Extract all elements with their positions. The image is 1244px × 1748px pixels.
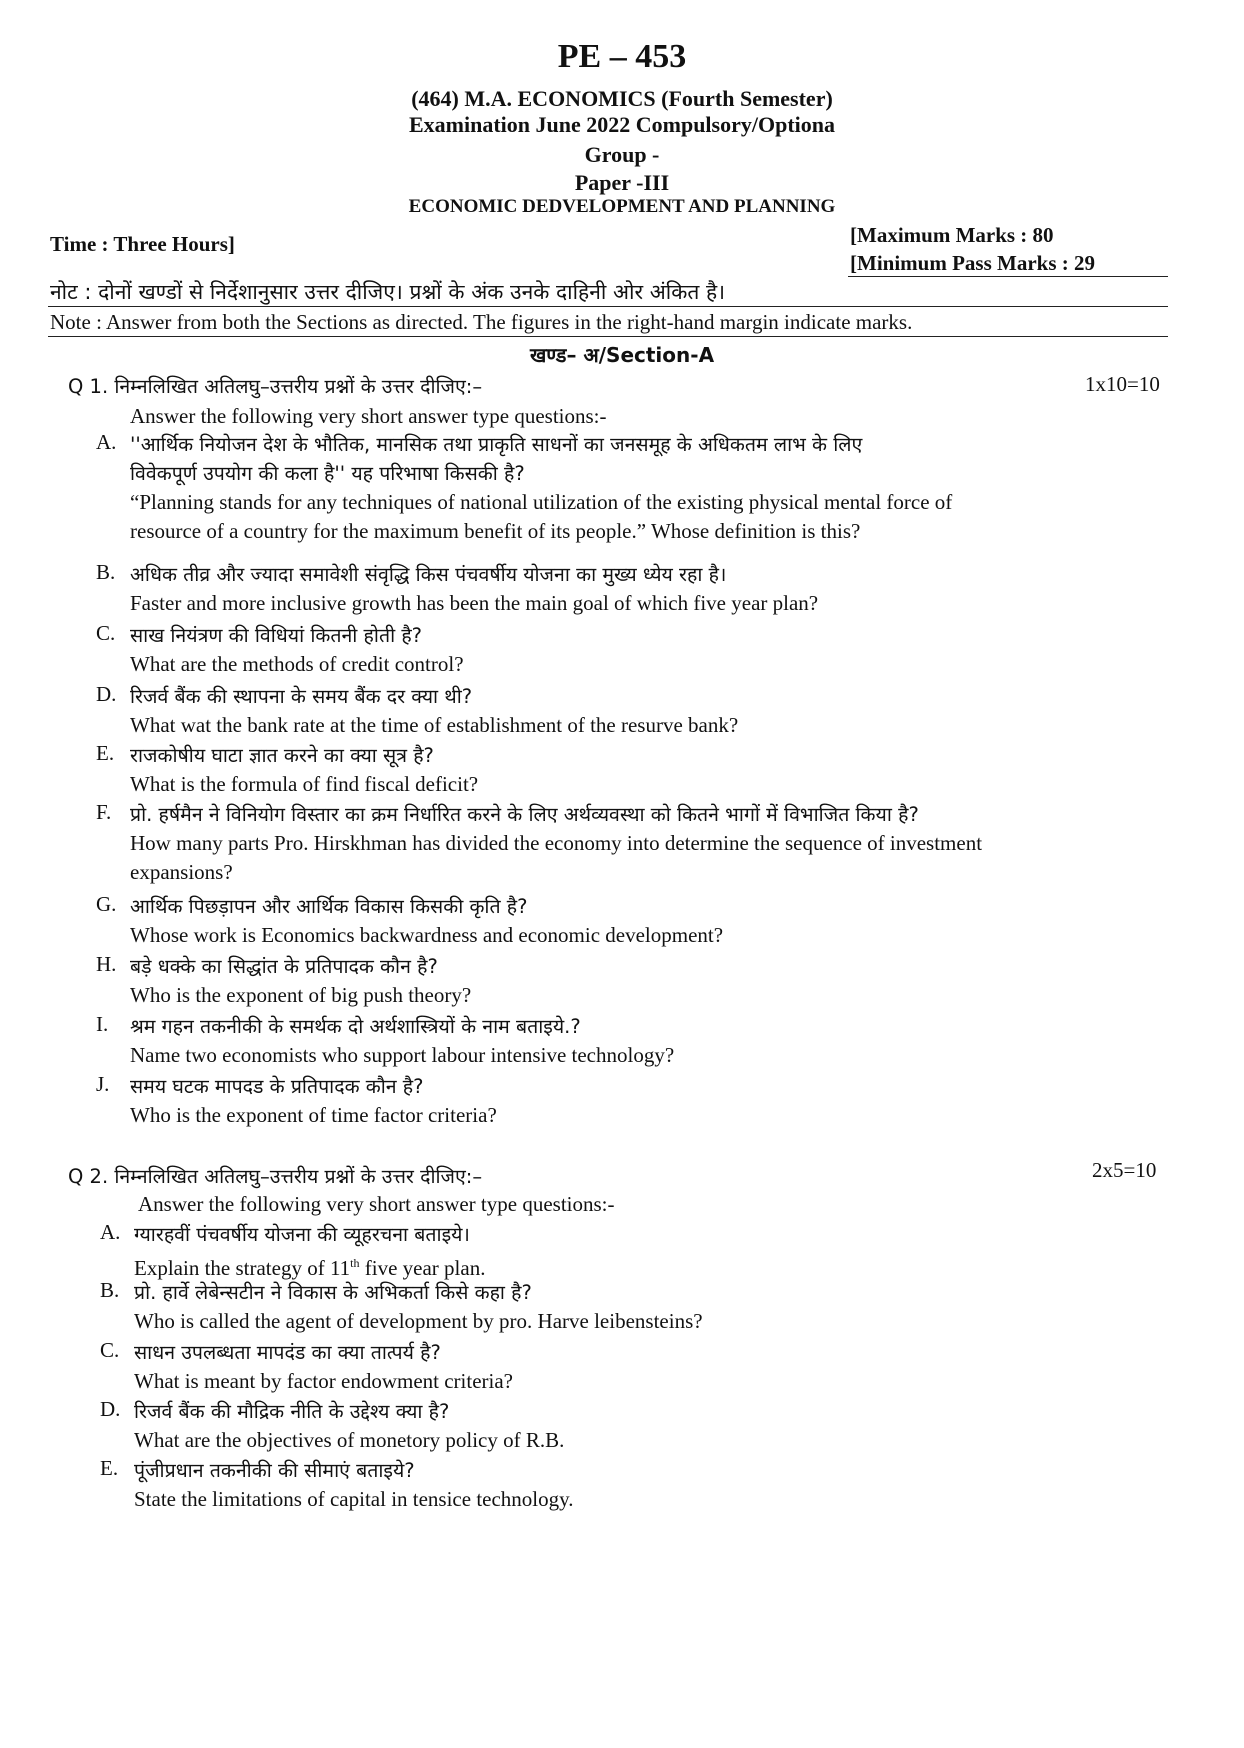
item-english: Who is the exponent of time factor criteria?	[130, 1103, 497, 1127]
item-label: C.	[96, 621, 116, 645]
item-label: E.	[100, 1456, 119, 1480]
item-english: What wat the bank rate at the time of establishment of the resurve bank?	[130, 713, 739, 737]
item-hindi: प्रो. हर्षमैन ने विनियोग विस्तार का क्रम निर्धारित करने के लिए अर्थव्यवस्था को कितने भागों में विभाजित किया है?	[130, 803, 919, 826]
time-allowed: Time : Three Hours]	[50, 232, 235, 256]
item-hindi: प्रो. हार्वे लेबेन्सटीन ने विकास के अभिकर्ता किसे कहा है?	[134, 1281, 532, 1304]
item-hindi: बड़े धक्के का सिद्धांत के प्रतिपादक कौन है?	[130, 955, 438, 978]
item-english: What is meant by factor endowment criteria?	[134, 1369, 514, 1393]
q1-instruction: Answer the following very short answer type questions:-	[130, 404, 607, 428]
item-hindi: साधन उपलब्धता मापदंड का क्या तात्पर्य है?	[134, 1341, 441, 1364]
maximum-marks: [Maximum Marks : 80	[850, 223, 1054, 247]
item-english: Explain the strategy of 11th five year plan.	[134, 1256, 486, 1280]
section-title: खण्ड– अ/Section-A	[529, 343, 715, 367]
item-english: What are the objectives of monetory policy of R.B.	[134, 1428, 565, 1452]
item-label: G.	[96, 892, 117, 916]
item-label: C.	[100, 1338, 120, 1362]
note-divider	[48, 306, 1168, 307]
note-hindi: नोट : दोनों खण्डों से निर्देशानुसार उत्तर दीजिए। प्रश्नों के अंक उनके दाहिनी ओर अंकित है।	[50, 280, 726, 304]
item-hindi: पूंजीप्रधान तकनीकी की सीमाएं बताइये?	[134, 1459, 415, 1482]
item-hindi: आर्थिक पिछड़ापन और आर्थिक विकास किसकी कृति है?	[130, 895, 528, 918]
item-english: Name two economists who support labour intensive technology?	[130, 1043, 675, 1067]
paper-code: PE – 453	[557, 38, 687, 75]
course-title: (464) M.A. ECONOMICS (Fourth Semester)	[411, 86, 833, 111]
item-label: D.	[96, 682, 117, 706]
item-english: Who is the exponent of big push theory?	[130, 983, 472, 1007]
item-label: E.	[96, 741, 115, 765]
item-english: How many parts Pro. Hirskhman has divided the economy into determine the sequence of investment	[130, 831, 983, 855]
item-label: B.	[96, 560, 116, 584]
item-label: J.	[96, 1072, 110, 1096]
q2-heading: Q 2. निम्नलिखित अतिलघु–उत्तरीय प्रश्नों के उत्तर दीजिए:–	[68, 1165, 483, 1188]
item-english: Whose work is Economics backwardness and economic development?	[130, 923, 724, 947]
item-english: State the limitations of capital in tensice technology.	[134, 1487, 574, 1511]
item-english: Faster and more inclusive growth has been the main goal of which five year plan?	[130, 591, 819, 615]
item-hindi: रिजर्व बैंक की स्थापना के समय बैंक दर क्या थी?	[130, 685, 473, 708]
marks-divider	[848, 276, 1168, 277]
item-hindi: साख नियंत्रण की विधियां कितनी होती है?	[130, 624, 423, 647]
item-hindi: समय घटक मापदड के प्रतिपादक कौन है?	[130, 1075, 424, 1098]
q1-marks: 1x10=10	[1085, 372, 1160, 396]
item-english-cont: expansions?	[130, 860, 233, 884]
q2-marks: 2x5=10	[1092, 1158, 1157, 1182]
item-label: F.	[96, 800, 112, 824]
item-hindi: अधिक तीव्र और ज्यादा समावेशी संवृद्धि किस पंचवर्षीय योजना का मुख्य ध्येय रहा है।	[130, 563, 727, 586]
item-english: Who is called the agent of development by pro. Harve leibensteins?	[134, 1309, 703, 1333]
item-hindi: ग्यारहवीं पंचवर्षीय योजना की व्यूहरचना बताइये।	[134, 1223, 470, 1246]
note-english: Note : Answer from both the Sections as directed. The figures in the right-hand margin indicate marks.	[50, 310, 913, 334]
item-hindi: रिजर्व बैंक की मौद्रिक नीति के उद्देश्य क्या है?	[134, 1400, 450, 1423]
paper-number: Paper -III	[574, 170, 670, 195]
item-hindi: श्रम गहन तकनीकी के समर्थक दो अर्थशास्त्रियों के नाम बताइये.?	[130, 1015, 581, 1038]
exam-session: Examination June 2022 Compulsory/Optiona	[408, 112, 835, 137]
item-label: A.	[100, 1220, 121, 1244]
item-label: H.	[96, 952, 117, 976]
item-english: What is the formula of find fiscal deficit?	[130, 772, 479, 796]
minimum-pass-marks: [Minimum Pass Marks : 29	[850, 251, 1095, 275]
item-label: D.	[100, 1397, 121, 1421]
item-hindi-cont: विवेकपूर्ण उपयोग की कला है'' यह परिभाषा किसकी है?	[130, 462, 525, 485]
item-label: I.	[96, 1012, 109, 1036]
paper-subject: ECONOMIC DEDVELOPMENT AND PLANNING	[408, 196, 836, 217]
item-english-cont: resource of a country for the maximum benefit of its people.” Whose definition is this?	[130, 519, 861, 543]
group-label: Group -	[584, 142, 660, 167]
item-label: A.	[96, 430, 117, 454]
item-hindi: ''आर्थिक नियोजन देश के भौतिक, मानसिक तथा प्राकृति साधनों का जनसमूह के अधिकतम लाभ के लिए	[130, 433, 863, 456]
q2-instruction: Answer the following very short answer type questions:-	[138, 1192, 615, 1216]
item-english: “Planning stands for any techniques of national utilization of the existing physical mental force of	[130, 490, 953, 514]
item-english: What are the methods of credit control?	[130, 652, 464, 676]
item-hindi: राजकोषीय घाटा ज्ञात करने का क्या सूत्र है?	[130, 744, 434, 767]
section-divider	[48, 336, 1168, 337]
item-label: B.	[100, 1278, 120, 1302]
q1-heading: Q 1. निम्नलिखित अतिलघु–उत्तरीय प्रश्नों के उत्तर दीजिए:–	[68, 375, 483, 398]
